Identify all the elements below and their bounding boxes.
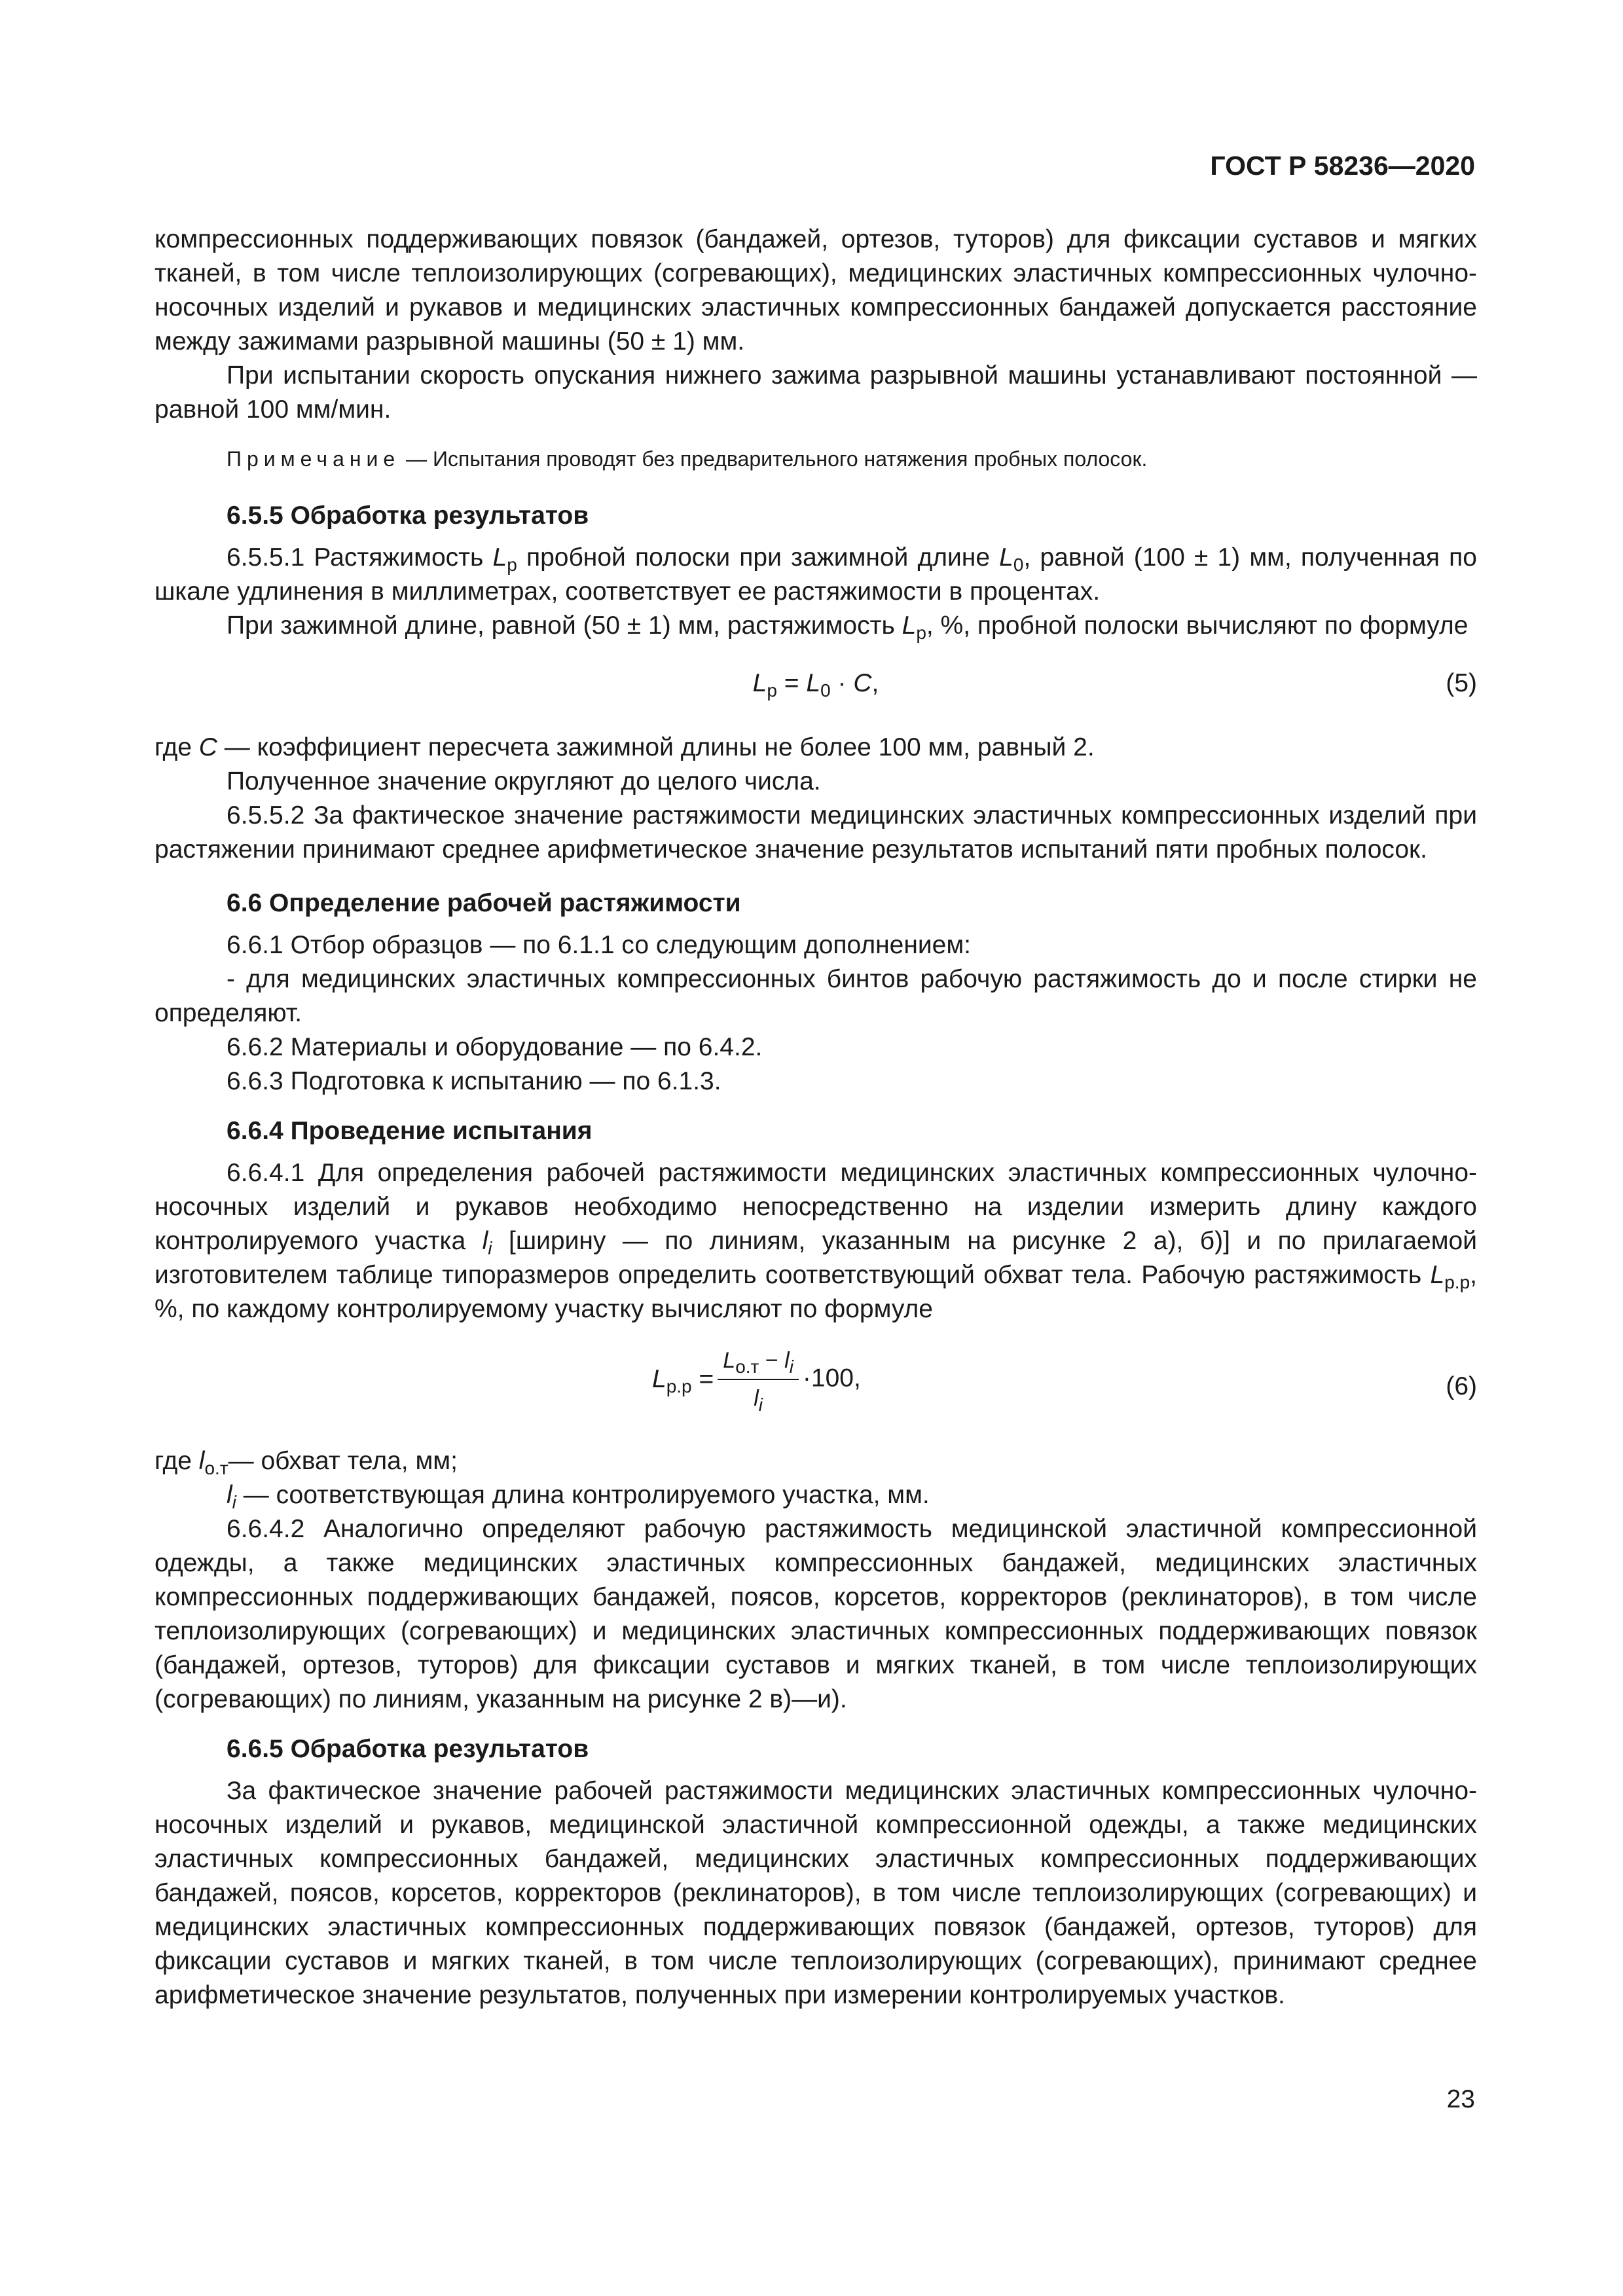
- subscript: i: [488, 1238, 492, 1258]
- symbol: C: [198, 733, 217, 761]
- subscript: 0: [820, 680, 831, 701]
- operator: −: [759, 1348, 785, 1373]
- symbol: L: [723, 1348, 736, 1373]
- operator: =: [691, 1365, 714, 1393]
- formula-lhs: [652, 1362, 714, 1396]
- text-run: — соответствующая длина контролируемого участка, мм.: [236, 1481, 930, 1509]
- symbol: L: [902, 611, 917, 640]
- list-item: - для медицинских эластичных компрессионных бинтов рабочую растяжимость до и после стирки не определяют.: [155, 965, 1477, 1027]
- paragraph: Полученное значение округляют до целого числа.: [227, 767, 821, 795]
- formula-expression: [652, 1343, 861, 1415]
- formula-expression: [155, 666, 1477, 701]
- paragraph: 6.6.3 Подготовка к испытанию — по 6.1.3.: [227, 1067, 721, 1095]
- paragraph: [155, 1478, 1477, 1512]
- numerator: [718, 1343, 799, 1380]
- symbol: l: [784, 1348, 790, 1373]
- formula-5: [155, 655, 1477, 718]
- symbol: L: [999, 543, 1013, 572]
- symbol: l: [227, 1481, 232, 1509]
- formula-number: (5): [1446, 669, 1477, 697]
- text-run: , равной (100 ± 1) мм, полученная по шкале удлинения в миллиметрах, соответствует ее растяжимости в процентах.: [155, 543, 1477, 606]
- paragraph: 6.6.2 Материалы и оборудование — по 6.4.2.: [227, 1033, 763, 1061]
- symbol: L: [652, 1365, 666, 1393]
- text-run: , %, пробной полоски вычисляют по формуле: [926, 611, 1468, 640]
- symbol: l: [198, 1447, 205, 1475]
- text-run: где: [155, 1447, 199, 1475]
- paragraph: [155, 541, 1477, 609]
- paragraph: 6.6.1 Отбор образцов — по 6.1.1 со следующим дополнением:: [227, 931, 971, 959]
- section-heading: 6.5.5 Обработка результатов: [227, 501, 589, 530]
- page-number: 23: [1446, 2085, 1475, 2113]
- formula-6: [155, 1339, 1477, 1438]
- symbol: L: [752, 669, 767, 697]
- section-heading: 6.6.5 Обработка результатов: [227, 1735, 589, 1763]
- punctuation: ,: [871, 669, 879, 697]
- subscript: i: [232, 1492, 236, 1512]
- subscript: о.т: [735, 1357, 759, 1377]
- text-run: При зажимной длине, равной (50 ± 1) мм, растяжимость: [227, 611, 902, 640]
- subscript: р.р: [1444, 1272, 1470, 1292]
- paragraph: За фактическое значение рабочей растяжимости медицинских эластичных компрессионных чулочно-носочных изделий и рукавов, медицинской эластичной компрессионной одежды, а также медицинских эластичных компрессионных бандажей, медицинских эластичных компрессионных поддерживающих бандажей, поясов, корсетов, корректоров (реклинаторов), в том числе теплоизолирующих (согревающих) и медицинских эластичных компрессионных поддерживающих повязок (бандажей, ортезов, туторов) для фиксации суставов и мягких тканей, в том числе теплоизолирующих (согревающих), принимают среднее арифметическое значение результатов, полученных при измерении контролируемых участков.: [155, 1777, 1477, 2009]
- text-run: [ширину — по линиям, указанным на рисунке 2 а), б)] и по прилагаемой изготовителем таблице типоразмеров определить соответствующий обхват тела. Рабочую растяжимость: [155, 1227, 1477, 1289]
- symbol: C: [853, 669, 872, 697]
- symbol: L: [806, 669, 821, 697]
- text-run: пробной полоски при зажимной длине: [517, 543, 1000, 572]
- symbol: l: [482, 1227, 488, 1255]
- subscript: о.т: [204, 1458, 228, 1478]
- document-header: ГОСТ Р 58236—2020: [1210, 151, 1475, 181]
- paragraph: [155, 1444, 1477, 1478]
- subscript: p: [767, 680, 777, 701]
- subscript: р.р: [666, 1376, 692, 1396]
- paragraph: 6.5.5.2 За фактическое значение растяжимости медицинских эластичных компрессионных изделий при растяжении принимают среднее арифметическое значение результатов испытаний пяти пробных полосок.: [155, 801, 1477, 864]
- multiplier: ·100,: [802, 1364, 861, 1393]
- paragraph: [155, 731, 1477, 765]
- paragraph: При испытании скорость опускания нижнего зажима разрывной машины устанавливают постоянной — равной 100 мм/мин.: [155, 361, 1477, 424]
- fraction: [718, 1343, 799, 1415]
- paragraph: [155, 609, 1477, 643]
- paragraph: 6.6.4.2 Аналогично определяют рабочую растяжимость медицинской эластичной компрессионной одежды, а также медицинских эластичных компрессионных бандажей, медицинских эластичных компрессионных поддерживающих бандажей, поясов, корсетов, корректоров (реклинаторов), в том числе теплоизолирующих (согревающих) и медицинских эластичных компрессионных поддерживающих повязок (бандажей, ортезов, туторов) для фиксации суставов и мягких тканей, в том числе теплоизолирующих (согревающих) по линиям, указанным на рисунке 2 в)—и).: [155, 1515, 1477, 1713]
- operator: ·: [830, 669, 854, 697]
- paragraph: компрессионных поддерживающих повязок (бандажей, ортезов, туторов) для фиксации суставов и мягких тканей, в том числе теплоизолирующих (согревающих), медицинских эластичных компрессионных чулочно-носочных изделий и рукавов и медицинских эластичных компрессионных бандажей допускается расстояние между зажимами разрывной машины (50 ± 1) мм.: [155, 225, 1477, 355]
- text-run: 6.6.4.1 Для определения рабочей растяжимости медицинских эластичных компрессионных чулочно-носочных изделий и рукавов необходимо непосредственно на изделии измерить длину каждого контролируемого участка: [155, 1159, 1477, 1255]
- symbol: L: [492, 543, 507, 572]
- text-run: 6.5.5.1 Растяжимость: [227, 543, 493, 572]
- formula-number: (6): [1446, 1372, 1477, 1400]
- note: [155, 445, 1477, 473]
- paragraph: [155, 1156, 1477, 1326]
- subscript: 0: [1013, 555, 1024, 575]
- denominator: [718, 1380, 799, 1415]
- document-body: [155, 223, 1477, 2013]
- text-run: — обхват тела, мм;: [228, 1447, 458, 1475]
- symbol: l: [754, 1386, 759, 1411]
- note-label: Примечание: [227, 447, 401, 471]
- subscript: p: [507, 555, 517, 575]
- operator: =: [776, 669, 807, 697]
- subscript: i: [758, 1394, 763, 1415]
- text-run: — коэффициент пересчета зажимной длины не более 100 мм, равный 2.: [217, 733, 1095, 761]
- note-text: — Испытания проводят без предварительного натяжения пробных полосок.: [400, 447, 1148, 471]
- subscript: i: [789, 1357, 793, 1377]
- text-run: где: [155, 733, 199, 761]
- section-heading: 6.6 Определение рабочей растяжимости: [227, 889, 741, 917]
- section-heading: 6.6.4 Проведение испытания: [227, 1117, 593, 1145]
- subscript: p: [916, 623, 926, 643]
- symbol: L: [1430, 1261, 1445, 1289]
- text-run: , %, по каждому контролируемому участку вычисляют по формуле: [155, 1261, 1477, 1323]
